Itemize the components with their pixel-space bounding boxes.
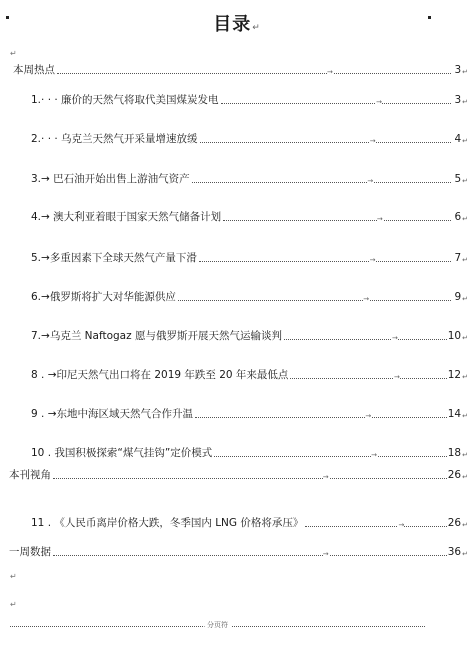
toc-entry-text: 11 . 《人民币离岸价格大跌，冬季国内 LNG 价格将承压》 — [31, 517, 304, 529]
dot-leader — [221, 98, 452, 106]
paragraph-mark-icon: ↵ — [462, 215, 468, 223]
dot-leader — [305, 521, 446, 529]
tab-mark-icon: → — [398, 521, 405, 529]
tab-mark-icon: → — [367, 177, 374, 185]
toc-entry-text: 9 . →东地中海区域天然气合作升温 — [31, 408, 193, 420]
toc-entry-text: 本刊视角 — [9, 469, 51, 481]
paragraph-mark-icon: ↵ — [462, 137, 468, 145]
tab-mark-icon: → — [322, 550, 329, 558]
tab-mark-icon: → — [392, 334, 398, 342]
toc-page-number: 26 — [447, 469, 462, 481]
toc-page-number: 10 — [447, 330, 462, 342]
toc-page-number: 4 — [454, 133, 462, 145]
toc-page-number: 14 — [447, 408, 462, 420]
tab-mark-icon: → — [376, 215, 383, 223]
paragraph-mark-icon: ↵ — [462, 373, 468, 381]
dot-leader — [199, 256, 451, 264]
toc-page-number: 5 — [454, 173, 462, 185]
tab-mark-icon: → — [369, 137, 376, 145]
toc-page-number: 36 — [447, 546, 462, 558]
dot-leader — [195, 412, 447, 420]
paragraph-mark-icon: ↵ — [462, 451, 468, 459]
dot-leader — [192, 177, 451, 185]
toc-entry-text: 6.→俄罗斯将扩大对华能源供应 — [31, 291, 176, 303]
toc-entry[interactable] — [31, 130, 468, 146]
toc-entry-text: 10 . 我国积极探索“煤气挂钩”定价模式 — [31, 447, 213, 459]
dot-leader — [57, 68, 451, 76]
toc-entry-text: 8 . →印尼天然气出口将在 2019 年跌至 20 年来最低点 — [31, 369, 289, 381]
toc-entry[interactable] — [31, 405, 468, 421]
tab-mark-icon: → — [365, 412, 372, 420]
toc-entry-text: 一周数据 — [9, 546, 51, 558]
toc-entry[interactable] — [31, 366, 468, 382]
tab-mark-icon: → — [376, 98, 382, 106]
toc-entry[interactable] — [31, 208, 468, 224]
tab-mark-icon: → — [363, 295, 370, 303]
tab-mark-icon: → — [369, 256, 376, 264]
toc-page-number: 3 — [454, 94, 462, 106]
toc-page-number: 9 — [454, 291, 462, 303]
paragraph-mark-icon: ↵ — [10, 600, 17, 609]
toc-entry-text: 7.→乌克兰 Naftogaz 愿与俄罗斯开展天然气运输谈判 — [31, 330, 282, 342]
toc-page-number: 7 — [454, 252, 462, 264]
toc-entry[interactable] — [31, 249, 468, 265]
toc-entry-text: 本周热点 — [13, 64, 55, 76]
toc-entry-text: 2.· · · 乌克兰天然气开采量增速放缓 — [31, 133, 198, 145]
dot-leader — [214, 451, 446, 459]
dot-leader — [178, 295, 451, 303]
toc-page-number: 3 — [454, 64, 462, 76]
toc-entry-text: 4.→ 澳大利亚着眼于国家天然气储备计划 — [31, 211, 222, 223]
tab-mark-icon: → — [322, 473, 329, 481]
dot-leader — [53, 473, 447, 481]
tab-mark-icon: → — [371, 451, 378, 459]
paragraph-mark-icon: ↵ — [462, 521, 468, 529]
paragraph-mark-icon: ↵ — [462, 68, 468, 76]
paragraph-mark-icon: ↵ — [462, 295, 468, 303]
toc-page-number: 12 — [447, 369, 462, 381]
tab-mark-icon: → — [327, 68, 333, 76]
toc-entry[interactable] — [31, 91, 468, 107]
dot-leader — [200, 137, 452, 145]
toc-entry[interactable] — [31, 444, 468, 460]
toc-entry[interactable] — [31, 170, 468, 186]
corner-mark-right — [428, 16, 431, 19]
dot-leader — [223, 215, 451, 223]
toc-entry[interactable] — [31, 327, 468, 343]
paragraph-mark-icon: ↵ — [462, 334, 468, 342]
corner-mark-left — [6, 16, 9, 19]
dot-leader — [284, 334, 447, 342]
paragraph-mark-icon: ↵ — [462, 412, 468, 420]
toc-entry[interactable] — [31, 514, 468, 530]
toc-entry-text: 5.→多重因素下全球天然气产量下滑 — [31, 252, 197, 264]
toc-entry[interactable] — [31, 288, 468, 304]
toc-entry-text: 3.→ 巴石油开始出售上游油气资产 — [31, 173, 190, 185]
paragraph-mark-icon: ↵ — [462, 256, 468, 264]
paragraph-mark-icon: ↵ — [462, 177, 468, 185]
paragraph-mark-icon: ↵ — [462, 98, 468, 106]
toc-entry-section[interactable] — [13, 61, 468, 77]
paragraph-mark-icon: ↵ — [10, 572, 17, 581]
paragraph-mark-icon: ↵ — [10, 49, 17, 58]
page-break-label: 分页符 — [204, 620, 231, 630]
dot-leader — [290, 373, 446, 381]
toc-entry-section[interactable] — [9, 466, 468, 482]
toc-page-number: 18 — [447, 447, 462, 459]
dot-leader — [53, 550, 447, 558]
paragraph-mark-icon: ↵ — [252, 23, 261, 33]
toc-entry-text: 1.· · · 廉价的天然气将取代美国煤炭发电 — [31, 94, 219, 106]
paragraph-mark-icon: ↵ — [462, 550, 468, 558]
page-break — [10, 620, 425, 632]
toc-entry-section[interactable] — [9, 543, 468, 559]
tab-mark-icon: → — [393, 373, 400, 381]
toc-page-number: 6 — [454, 211, 462, 223]
toc-page-number: 26 — [447, 517, 462, 529]
paragraph-mark-icon: ↵ — [462, 473, 468, 481]
toc-title-text: 目录 — [213, 14, 252, 35]
toc-title — [0, 10, 474, 36]
